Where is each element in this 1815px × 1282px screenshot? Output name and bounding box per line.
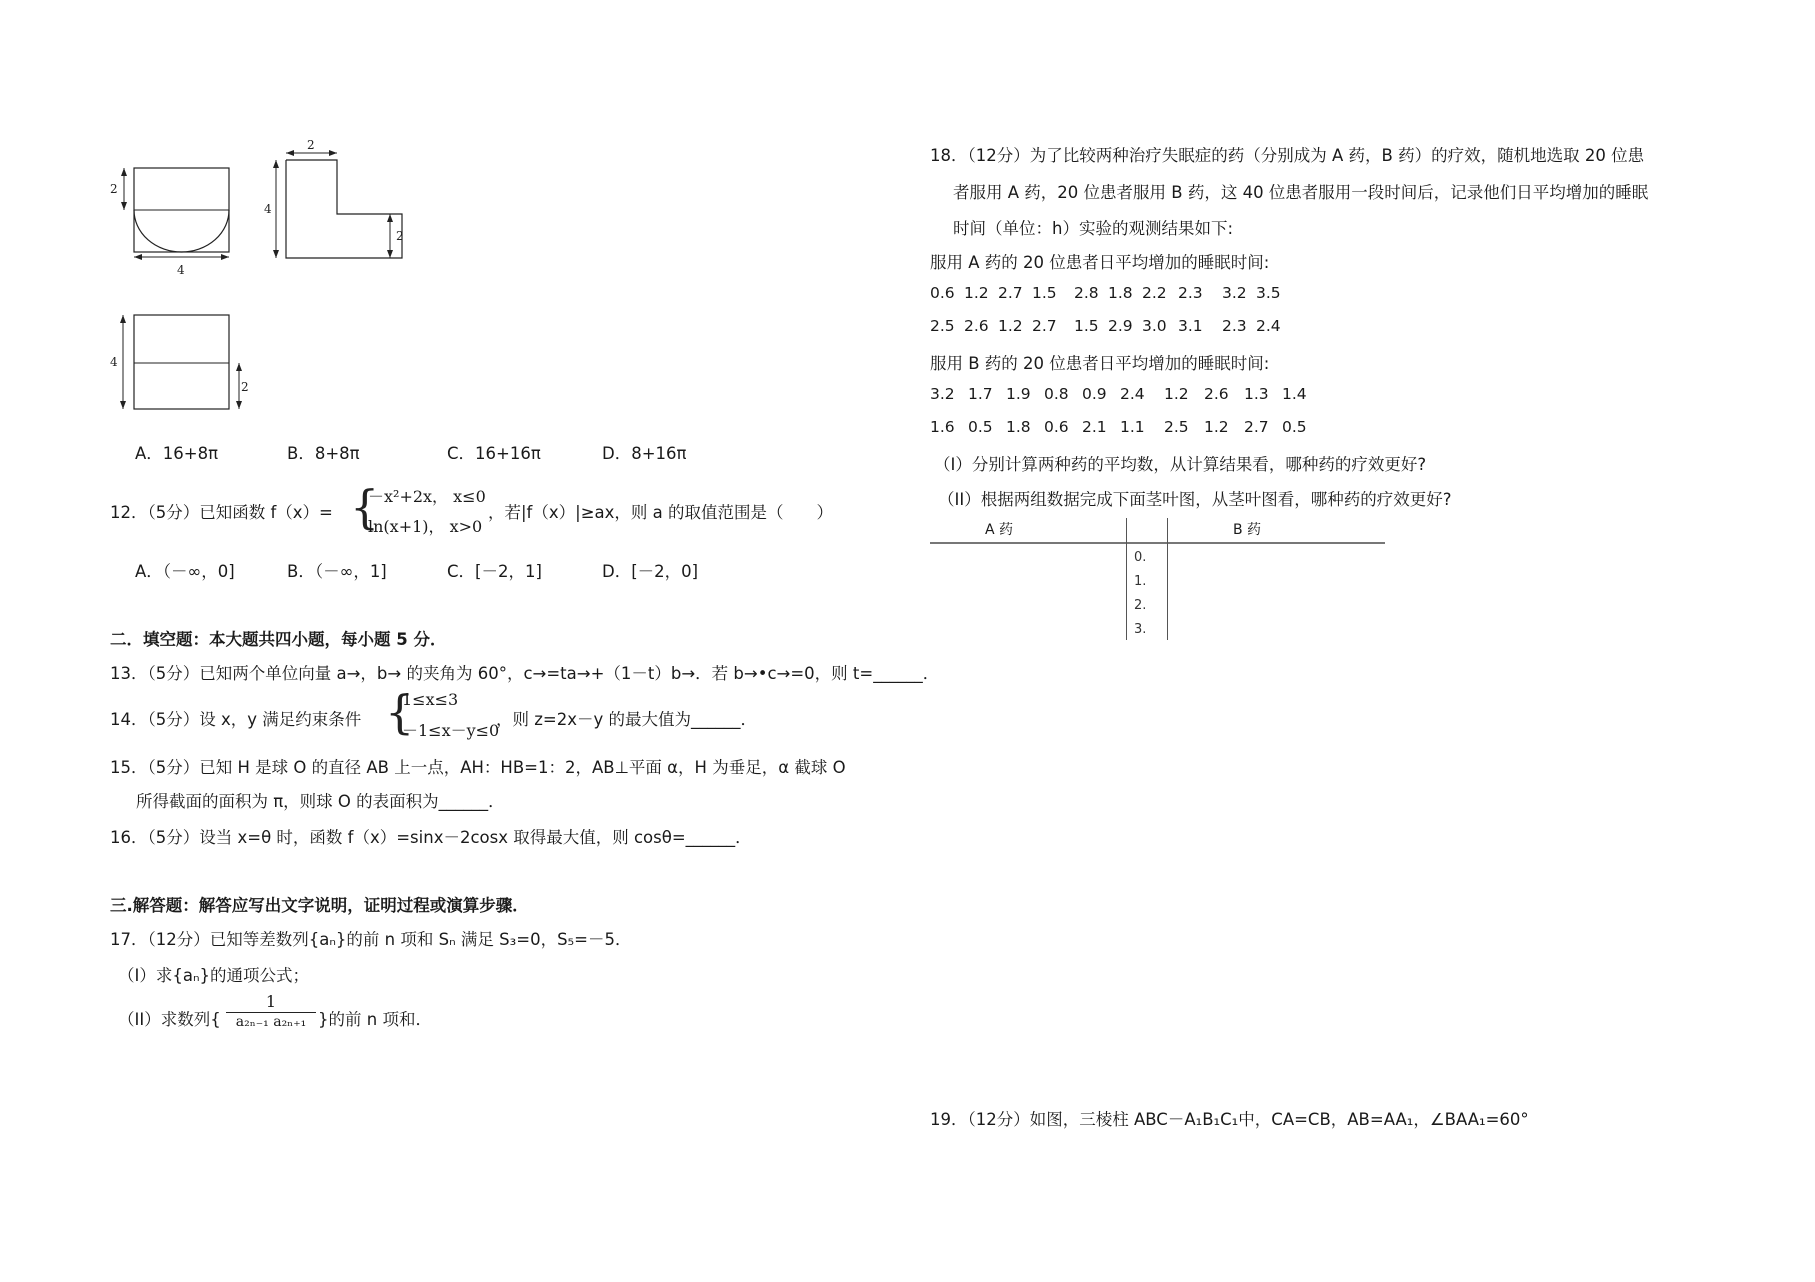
stem-leaf-right-rule: [1167, 518, 1168, 640]
q18-a-row-2: [930, 316, 1290, 335]
q11-top-view: [110, 312, 260, 414]
q12-option-c: C．[－2，1]: [447, 562, 542, 581]
q13-text: 13．（5分）已知两个单位向量 a→，b→ 的夹角为 60°，c→=ta→+（1－t）b→．若 b→•c→=0，则 t=______．: [110, 664, 940, 683]
data-value: 2.7: [1032, 317, 1057, 335]
q18-a-title: 服用 A 药的 20 位患者日平均增加的睡眠时间:: [930, 253, 1270, 272]
data-value: 3.2: [1222, 284, 1247, 302]
data-value: 1.8: [1006, 418, 1031, 436]
data-value: 1.2: [1164, 385, 1189, 403]
data-value: 3.2: [930, 385, 955, 403]
q11-option-b: B．8+8π: [287, 444, 360, 463]
q12-piece-1: －x²+2x， x≤0: [368, 487, 486, 506]
q11-option-c: C．16+16π: [447, 444, 541, 463]
q12-stem-prefix: 12．（5分）已知函数 f（x）=: [110, 503, 333, 522]
data-value: 1.8: [1108, 284, 1133, 302]
q18-a-row-1: [930, 283, 1290, 302]
q18-b-row-1: [930, 384, 1316, 403]
q17-fraction-bar: [226, 1012, 316, 1013]
q15-line-1: 15．（5分）已知 H 是球 O 的直径 AB 上一点，AH：HB=1：2，AB⊥平面 α，H 为垂足，α 截球 O: [110, 758, 846, 777]
stem-leaf-left-rule: [1126, 518, 1127, 640]
data-value: 1.1: [1120, 418, 1145, 436]
section2-title: 二．填空题：本大题共四小题，每小题 5 分．: [110, 630, 447, 649]
svg-text:2: 2: [241, 380, 249, 394]
q12-brace: {: [350, 480, 380, 534]
data-value: 1.3: [1244, 385, 1269, 403]
data-value: 2.7: [1244, 418, 1269, 436]
data-value: 1.7: [968, 385, 993, 403]
data-value: 2.3: [1178, 284, 1203, 302]
data-value: 0.5: [1282, 418, 1307, 436]
data-value: 1.9: [1006, 385, 1031, 403]
svg-text:2: 2: [110, 182, 118, 196]
q18-part-2: （II）根据两组数据完成下面茎叶图，从茎叶图看，哪种药的疗效更好?: [938, 490, 1452, 509]
q18-b-title: 服用 B 药的 20 位患者日平均增加的睡眠时间:: [930, 354, 1270, 373]
q12-option-a: A．（－∞，0]: [135, 562, 235, 581]
q18-line-2: 者服用 A 药，20 位患者服用 B 药，这 40 位患者服用一段时间后，记录他们日平均增加的睡眠: [953, 183, 1649, 202]
data-value: 0.6: [930, 284, 955, 302]
q12-stem-suffix: ，若|f（x）|≥ax，则 a 的取值范围是（ ）: [488, 503, 833, 522]
stem-leaf-plot: [930, 516, 1390, 646]
svg-text:4: 4: [177, 263, 185, 277]
q17-fraction-denominator: a₂ₙ₋₁ a₂ₙ₊₁: [235, 1014, 307, 1030]
data-value: 2.6: [964, 317, 989, 335]
data-value: 1.4: [1282, 385, 1307, 403]
q16-text: 16．（5分）设当 x=θ 时，函数 f（x）=sinx－2cosx 取得最大值，则 cosθ=______．: [110, 828, 752, 847]
q15-line-2: 所得截面的面积为 π，则球 O 的表面积为______．: [136, 792, 505, 811]
q18-line-1: 18．（12分）为了比较两种治疗失眠症的药（分别成为 A 药，B 药）的疗效，随机地选取 20 位患: [930, 146, 1645, 165]
data-value: 3.0: [1142, 317, 1167, 335]
data-value: 1.5: [1074, 317, 1099, 335]
svg-text:4: 4: [110, 355, 118, 369]
data-value: 3.1: [1178, 317, 1203, 335]
svg-text:2: 2: [307, 138, 315, 152]
data-value: 2.4: [1120, 385, 1145, 403]
stem-value: 1.: [1134, 574, 1147, 589]
data-value: 1.2: [1204, 418, 1229, 436]
data-value: 1.5: [1032, 284, 1057, 302]
data-value: 1.6: [930, 418, 955, 436]
q17-part-2-suffix: }的前 n 项和．: [318, 1010, 432, 1029]
q12-option-d: D．[－2，0]: [602, 562, 699, 581]
q11-front-view: [110, 160, 240, 290]
data-value: 1.2: [998, 317, 1023, 335]
data-value: 2.3: [1222, 317, 1247, 335]
data-value: 2.7: [998, 284, 1023, 302]
data-value: 2.4: [1256, 317, 1281, 335]
q11-option-d: D．8+16π: [602, 444, 687, 463]
stem-leaf-b-header: B 药: [1233, 522, 1262, 538]
q14-suffix: ，则 z=2x－y 的最大值为______．: [496, 710, 758, 729]
stem-value: 3.: [1134, 622, 1147, 637]
q19-text: 19．（12分）如图，三棱柱 ABC－A₁B₁C₁中，CA=CB，AB=AA₁，∠BAA₁=60°: [930, 1110, 1529, 1129]
q17-fraction: [226, 992, 316, 1030]
data-value: 0.8: [1044, 385, 1069, 403]
q14-prefix: 14．（5分）设 x，y 满足约束条件: [110, 710, 362, 729]
q17-part-2-prefix: （II）求数列{: [118, 1010, 221, 1029]
data-value: 2.5: [1164, 418, 1189, 436]
stem-value: 2.: [1134, 598, 1147, 613]
q12-option-b: B．（－∞，1]: [287, 562, 387, 581]
svg-text:4: 4: [264, 202, 272, 216]
data-value: 2.1: [1082, 418, 1107, 436]
q11-side-view: [264, 140, 414, 265]
data-value: 0.5: [968, 418, 993, 436]
q18-b-row-2: [930, 417, 1316, 436]
q17-part-1: （I）求{aₙ}的通项公式；: [118, 966, 310, 985]
svg-text:2: 2: [396, 229, 404, 243]
q17-fraction-numerator: 1: [265, 992, 277, 1011]
q11-option-a: A．16+8π: [135, 444, 219, 463]
stem-leaf-a-header: A 药: [985, 522, 1014, 538]
data-value: 3.5: [1256, 284, 1281, 302]
data-value: 0.9: [1082, 385, 1107, 403]
stem-leaf-header-rule: [930, 542, 1385, 544]
data-value: 2.6: [1204, 385, 1229, 403]
q18-line-3: 时间（单位：h）实验的观测结果如下:: [953, 219, 1234, 238]
q17-text: 17．（12分）已知等差数列{aₙ}的前 n 项和 Sₙ 满足 S₃=0，S₅=－5．: [110, 930, 632, 949]
q18-part-1: （I）分别计算两种药的平均数，从计算结果看，哪种药的疗效更好?: [934, 455, 1427, 474]
data-value: 2.8: [1074, 284, 1099, 302]
q14-piece-1: 1≤x≤3: [402, 690, 459, 709]
data-value: 0.6: [1044, 418, 1069, 436]
data-value: 2.2: [1142, 284, 1167, 302]
q12-piece-2: ln(x+1)， x>0: [368, 517, 483, 536]
q14-piece-2: －1≤x－y≤0: [402, 721, 500, 740]
data-value: 1.2: [964, 284, 989, 302]
stem-value: 0.: [1134, 550, 1147, 565]
section3-title: 三.解答题：解答应写出文字说明，证明过程或演算步骤．: [110, 896, 529, 915]
q14-brace: {: [385, 685, 415, 739]
data-value: 2.5: [930, 317, 955, 335]
data-value: 2.9: [1108, 317, 1133, 335]
